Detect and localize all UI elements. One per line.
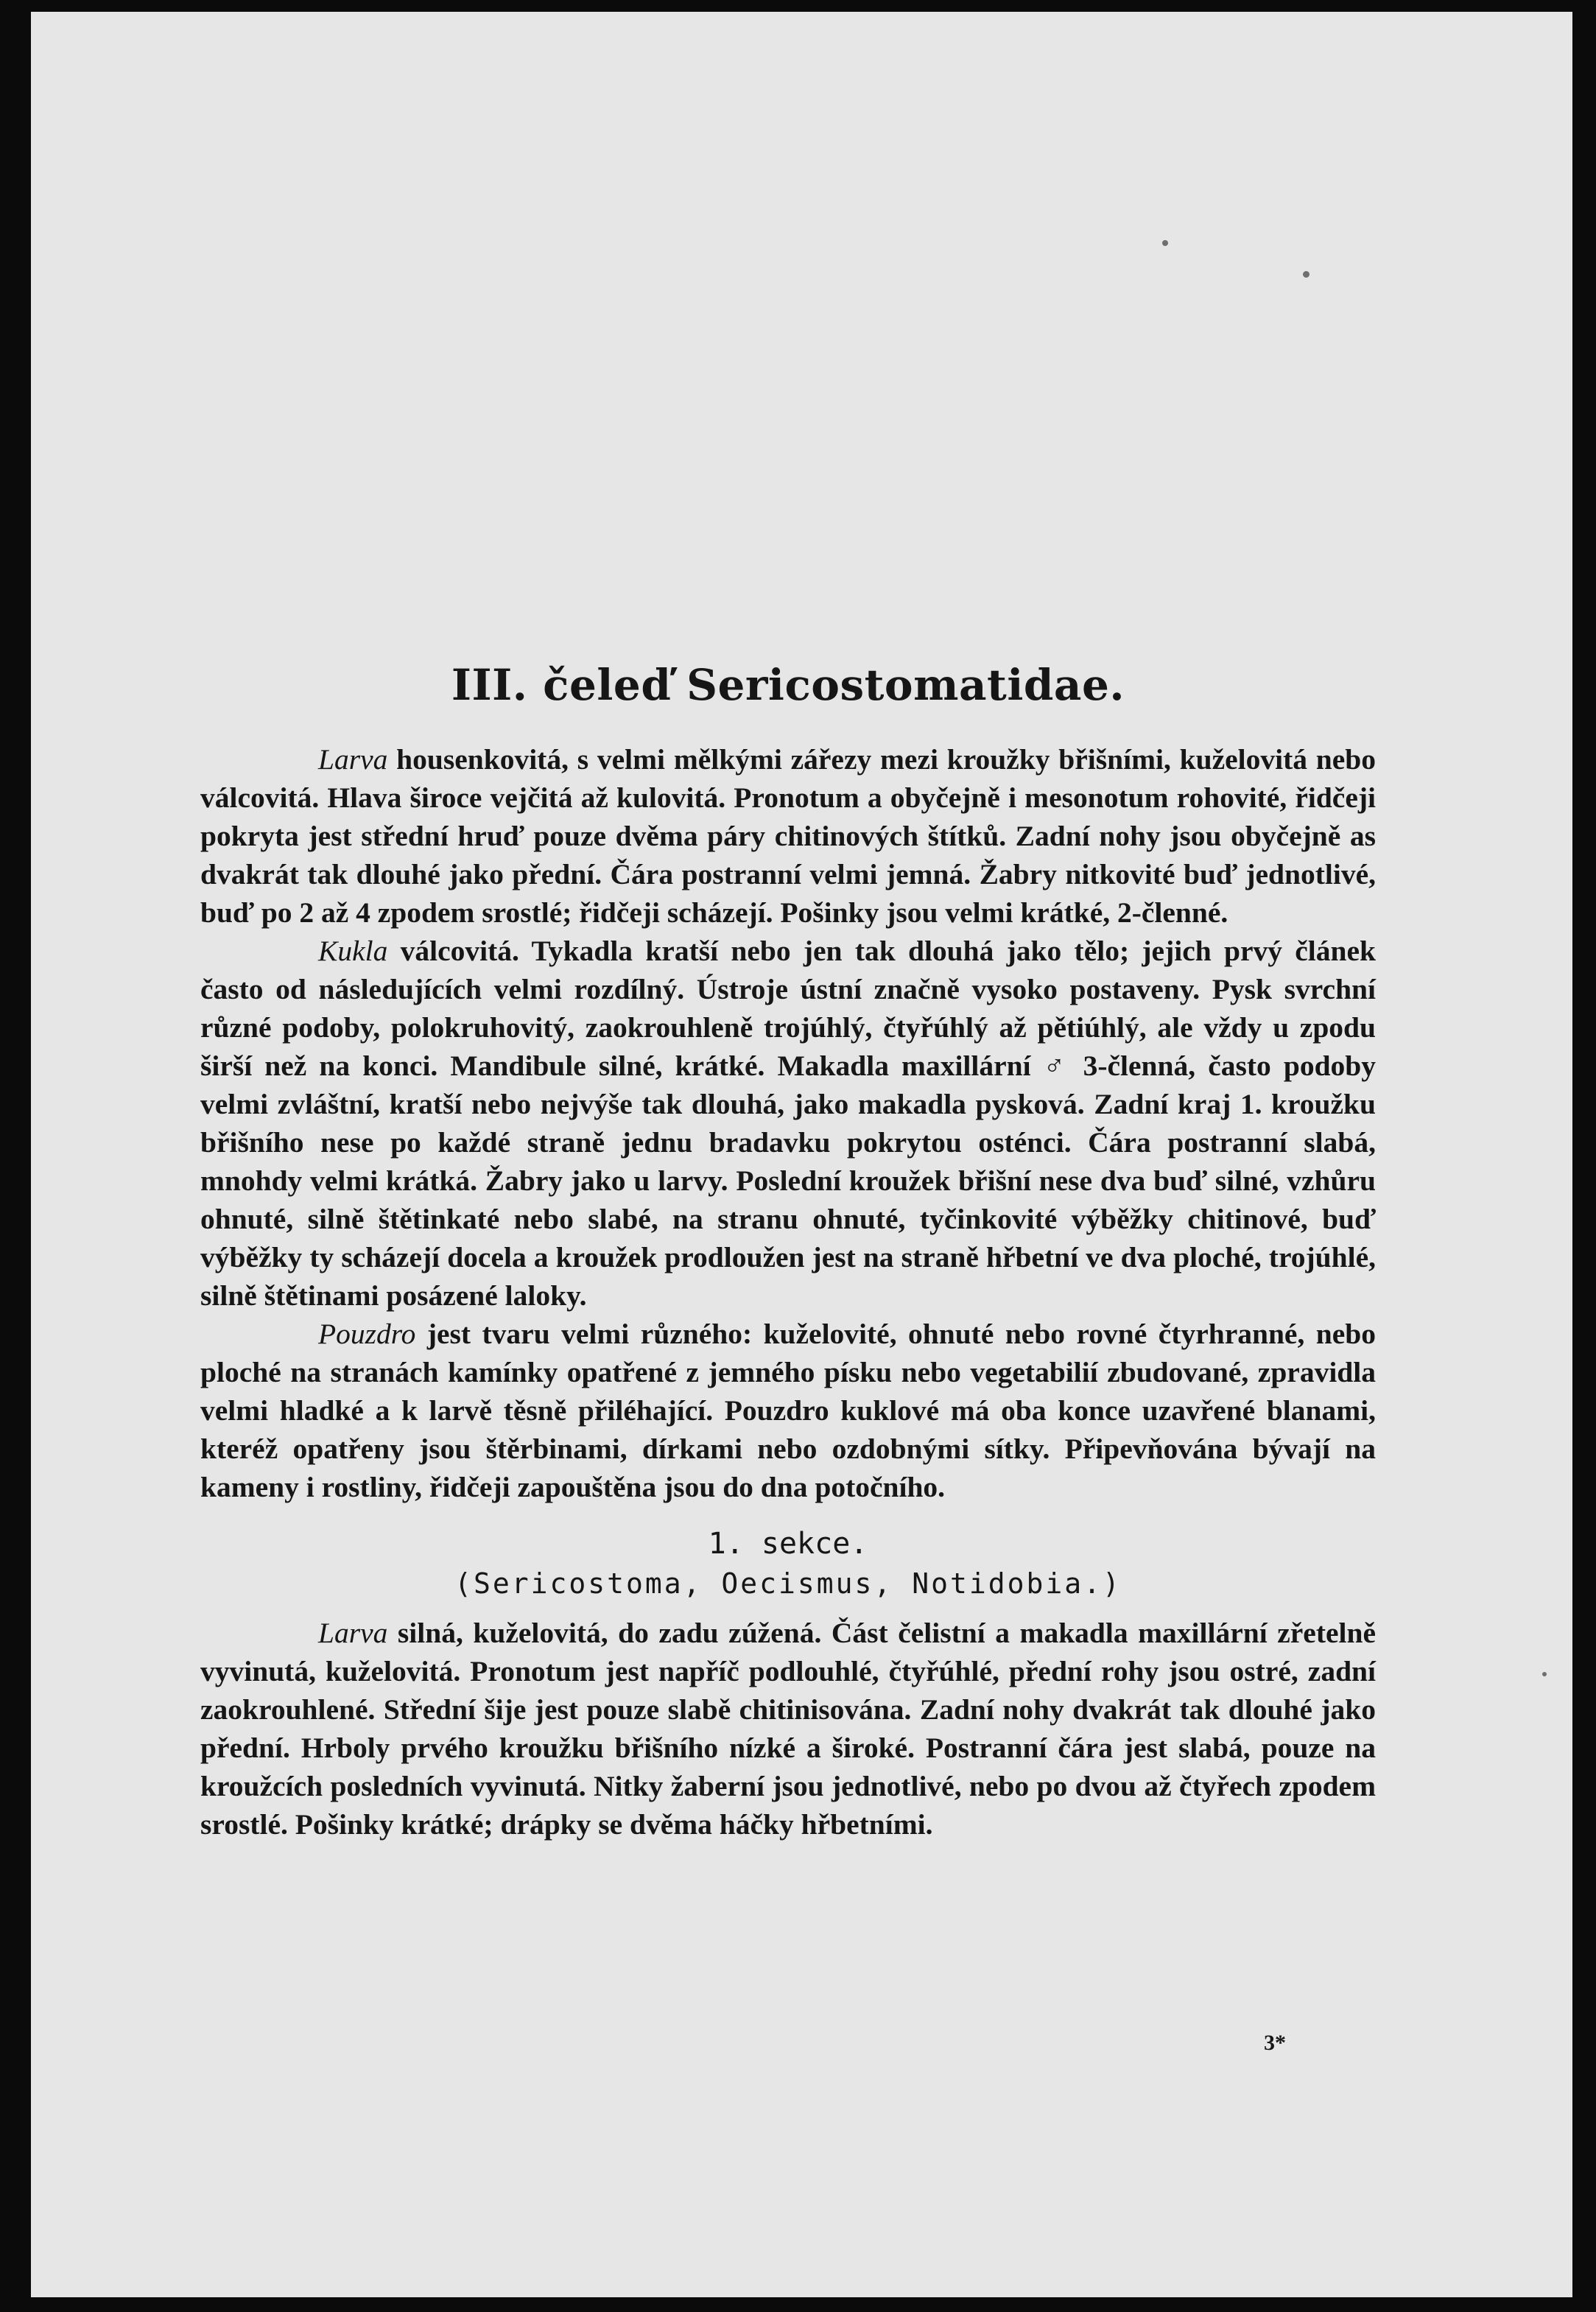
term-larva: Larva xyxy=(318,1617,388,1649)
term-kukla: Kukla xyxy=(318,935,388,967)
term-larva: Larva xyxy=(318,743,388,776)
paragraph-kukla: Kukla válcovitá. Tykadla kratší nebo jen tak dlouhá jako tělo; jejich prvý článek často od následujících velmi rozdílný. Ústroje ústní značně vysoko postaveny. Pysk svrchní různé podoby, polokruhovitý, zaokrouhleně trojúhlý, čtyřúhlý až pětiúhlý, ale vždy u zpodu širší než na konci. Mandibule silné, krátké. Makadla maxillární ♂ 3-členná, často podoby velmi zvláštní, kratší nebo nejvýše tak dlouhá, jako makadla pysková. Zadní kraj 1. kroužku břišního nese po každé straně jednu bradavku pokrytou osténci. Čára postranní slabá, mnohdy velmi krátká. Žabry jako u larvy. Poslední kroužek břišní nese dva buď silné, vzhůru ohnuté, silně štětinkaté nebo slabé, na stranu ohnuté, tyčinkovité výběžky chitinové, buď výběžky ty scházejí docela a kroužek prodloužen jest na straně hřbetní ve dva ploché, trojúhlé, silně štětinami posázené laloky. xyxy=(200,935,1376,1312)
page-folio: 3* xyxy=(1264,2031,1286,2055)
section-genera: (Sericostoma, Oecismus, Notidobia.) xyxy=(454,1567,1122,1600)
paragraph-pouzdro: Pouzdro jest tvaru velmi různého: kuželovité, ohnuté nebo rovné čtyrhranné, nebo ploché na stranách kamínky opatřené z jemného písku nebo vegetabilií zbudované, zpravidla velmi hladké a k larvě těsně přiléhající. Pouzdro kuklové má oba konce uzavřené blanami, kteréž opatřeny jsou štěrbinami, dírkami nebo ozdobnými sítky. Připevňována bývají na kameny i rostliny, řidčeji zapouštěna jsou do dna potočního. xyxy=(200,1318,1376,1503)
paragraph-larva: Larva housenkovitá, s velmi mělkými zářezy mezi kroužky břišními, kuželovitá nebo válcovitá. Hlava široce vejčitá až kulovitá. Pronotum a obyčejně i mesonotum rohovité, řidčeji pokryta jest střední hruď pouze dvěma páry chitinových štítků. Zadní nohy jsou obyčejně as dvakrát tak dlouhé jako přední. Čára postranní velmi jemná. Žabry nitkovité buď jednotlivé, buď po 2 až 4 zpodem srostlé; řidčeji scházejí. Pošinky jsou velmi krátké, 2-členné. xyxy=(200,743,1376,929)
chapter-heading: III. čeleď Sericostomatidae. xyxy=(451,660,1125,710)
term-pouzdro: Pouzdro xyxy=(318,1318,416,1350)
section-heading: 1. sekce. xyxy=(708,1527,868,1561)
paper-speck xyxy=(1542,1672,1547,1676)
paper-speck xyxy=(1303,271,1310,278)
page-content xyxy=(200,659,1376,1844)
paper-speck xyxy=(1162,240,1168,246)
paragraph-section-larva: Larva silná, kuželovitá, do zadu zúžená. Část čelistní a makadla maxillární zřetelně vyvinutá, kuželovitá. Pronotum jest napříč podlouhlé, čtyřúhlé, přední rohy jsou ostré, zadní zaokrouhlené. Střední šije jest pouze slabě chitinisována. Zadní nohy dvakrát tak dlouhé jako přední. Hrboly prvého kroužku břišního nízké a široké. Postranní čára jest slabá, pouze na kroužcích posledních vyvinutá. Nitky žaberní jsou jednotlivé, nebo po dvou až čtyřech zpodem srostlé. Pošinky krátké; drápky se dvěma háčky hřbetními. xyxy=(200,1617,1376,1841)
